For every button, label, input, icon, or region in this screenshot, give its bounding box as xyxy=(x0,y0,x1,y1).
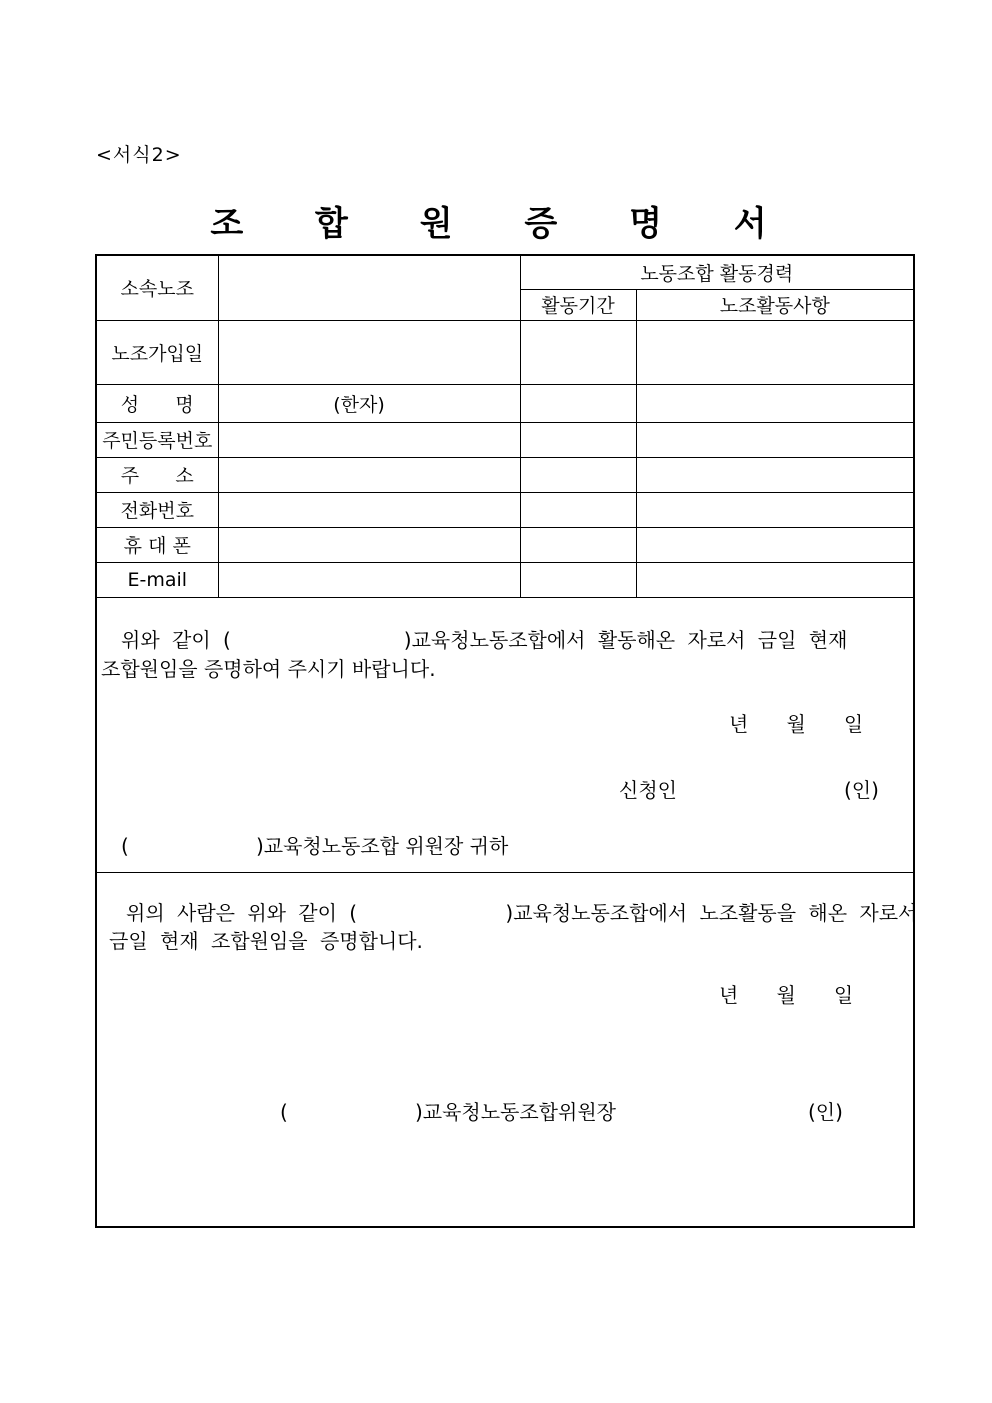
hanja-label: (한자) xyxy=(333,393,385,416)
period-cell[interactable] xyxy=(520,562,636,597)
application-line-2: 조합원임을 증명하여 주시기 바랍니다. xyxy=(101,657,436,681)
activity-header: 노조활동사항 xyxy=(636,289,913,320)
address-field[interactable] xyxy=(218,457,520,492)
phone-label: 전화번호 xyxy=(97,492,218,527)
activity-cell[interactable] xyxy=(636,562,913,597)
period-cell[interactable] xyxy=(520,527,636,562)
period-cell[interactable] xyxy=(520,492,636,527)
applicant-seal: (인) xyxy=(844,778,879,802)
period-cell[interactable] xyxy=(520,320,636,384)
activity-cell[interactable] xyxy=(636,320,913,384)
phone-field[interactable] xyxy=(218,492,520,527)
email-field[interactable] xyxy=(218,562,520,597)
application-section xyxy=(97,598,913,873)
activity-cell[interactable] xyxy=(636,384,913,422)
application-line-1: 위와 같이 ( )교육청노동조합에서 활동해온 자로서 금일 현재 xyxy=(121,628,848,652)
document-title: 조 합 원 증 명 서 xyxy=(210,204,797,244)
form-number-label: <서식2> xyxy=(96,144,182,166)
join-date-field[interactable] xyxy=(218,320,520,384)
mobile-field[interactable] xyxy=(218,527,520,562)
affiliation-label: 소속노조 xyxy=(97,256,218,320)
certification-line-2: 금일 현재 조합원임을 증명합니다. xyxy=(109,929,423,953)
period-cell[interactable] xyxy=(520,422,636,457)
certification-date: 년 월 일 xyxy=(719,983,854,1007)
affiliation-field[interactable] xyxy=(218,256,520,320)
career-header: 노동조합 활동경력 xyxy=(520,256,913,289)
mobile-label: 휴 대 폰 xyxy=(97,527,218,562)
address-label: 주 소 xyxy=(97,457,218,492)
resident-number-field[interactable] xyxy=(218,422,520,457)
issuer-seal: (인) xyxy=(808,1100,843,1124)
application-addressee: ( )교육청노동조합 위원장 귀하 xyxy=(121,834,509,858)
period-header: 활동기간 xyxy=(520,289,636,320)
activity-cell[interactable] xyxy=(636,492,913,527)
period-cell[interactable] xyxy=(520,457,636,492)
certification-issuer: ( )교육청노동조합위원장 xyxy=(280,1100,616,1124)
name-field[interactable] xyxy=(218,384,520,422)
email-label: E-mail xyxy=(97,562,218,597)
application-date: 년 월 일 xyxy=(729,712,864,736)
certificate-frame xyxy=(95,254,918,1228)
activity-cell[interactable] xyxy=(636,422,913,457)
activity-cell[interactable] xyxy=(636,527,913,562)
activity-cell[interactable] xyxy=(636,457,913,492)
applicant-label: 신청인 xyxy=(619,778,677,802)
certification-line-1: 위의 사람은 위와 같이 ( )교육청노동조합에서 노조활동을 해온 자로서 xyxy=(126,901,918,925)
certification-section xyxy=(97,873,918,1226)
member-info-table xyxy=(97,256,913,598)
period-cell[interactable] xyxy=(520,384,636,422)
join-date-label: 노조가입일 xyxy=(97,320,218,384)
name-label: 성 명 xyxy=(97,384,218,422)
resident-number-label: 주민등록번호 xyxy=(97,422,218,457)
